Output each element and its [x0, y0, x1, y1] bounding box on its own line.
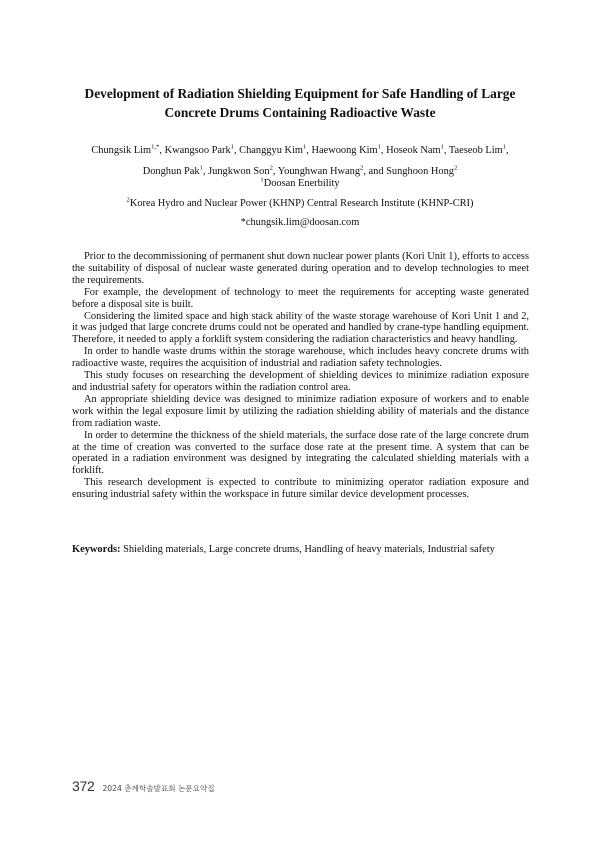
affiliations: [40, 174, 560, 233]
corresponding-email: *chungsik.lim@doosan.com: [240, 217, 360, 228]
paper-title: [60, 84, 540, 122]
affiliation-marker: 1: [260, 176, 264, 184]
affiliation-text: Doosan Enerbility: [263, 178, 340, 189]
author-affiliation-marker: 1: [440, 143, 444, 151]
author-affiliation-marker: 1: [502, 143, 507, 151]
page-footer: [72, 778, 215, 798]
keywords-label: Keywords:: [72, 544, 121, 555]
abstract-paragraph: This research development is expected to contribute to minimizing operator radiation exposure and ensuring industrial safety within the workspace in future similar device development processes.: [72, 477, 529, 501]
author-name: Jungkwon Son: [208, 166, 270, 177]
author: [449, 145, 506, 156]
author-line: Donghun Pak$^1$, Jungkwon Son$^2$, Younghwan Hwang$^2$, and Sunghoon Hong$^2$: [142, 164, 458, 177]
abstract: [72, 251, 529, 501]
author-line: Chungsik Lim$^{1,*}$, Kwangsoo Park$^1$, Changgyu Kim$^1$, Haewoong Kim$^1$, Hoseok Nam$^1$, Taeseob Lim$^1$,: [91, 143, 509, 156]
keywords: [72, 543, 542, 556]
author-affiliation-marker: 1: [199, 164, 203, 172]
author-name: Donghun Pak: [142, 166, 200, 177]
affiliation-2: [40, 194, 560, 214]
abstract-paragraph: In order to determine the thickness of the shield materials, the surface dose rate of the large concrete drum at the time of creation was converted to the surface dose rate at the present time. A system that can be operated in a radiation environment was designed by integrating the calculated shielding materials with a forklift.: [72, 429, 529, 477]
author-affiliation-marker: 1,*: [151, 143, 160, 151]
keywords-text: Shielding materials, Large concrete drums, Handling of heavy materials, Industrial safety: [120, 544, 495, 555]
author-affiliation-marker: 2: [453, 164, 458, 172]
page-number: 372: [72, 778, 95, 794]
abstract-paragraph: An appropriate shielding device was designed to minimize radiation exposure of workers and to enable work within the legal exposure limit by utilizing the radiation shielding ability of materials and the distance from radiation waste.: [72, 393, 529, 429]
author-name: Hoseok Nam: [386, 145, 441, 156]
author-name: Chungsik Lim: [91, 145, 152, 156]
author-affiliation-marker: 1: [377, 143, 381, 151]
author: [311, 145, 380, 156]
author-affiliation-marker: 2: [360, 164, 364, 172]
author-name: Sunghoon Hong: [386, 166, 454, 177]
abstract-paragraph: Considering the limited space and high stack ability of the waste storage warehouse of Kori Unit 1 and 2, it was judged that large concrete drums could not be operated and handled by crane-type handling equipment. Therefore, it needed to apply a forklift system considering the radiation characteristics and heavy handling.: [72, 310, 529, 346]
author-name: Taeseob Lim: [448, 145, 503, 156]
author: [386, 145, 444, 156]
journal-name: 2024 춘계학술발표회 논문요약집: [102, 784, 215, 793]
title-line: Concrete Drums Containing Radioactive Waste: [164, 105, 436, 120]
author-name: Haewoong Kim: [311, 145, 378, 156]
author-affiliation-marker: 2: [269, 164, 273, 172]
affiliation-1: [40, 174, 560, 194]
affiliation-text: Korea Hydro and Nuclear Power (KHNP) Central Research Institute (KHNP-CRI): [129, 197, 474, 209]
author: [165, 145, 234, 156]
affiliation-marker: 2: [126, 196, 130, 204]
author-name: Younghwan Hwang: [277, 166, 361, 177]
author-affiliation-marker: 1: [302, 143, 307, 151]
abstract-paragraph: For example, the development of technology to meet the requirements for accepting waste generated before a disposal site is built.: [72, 286, 529, 310]
abstract-paragraph: Prior to the decommissioning of permanent shut down nuclear power plants (Kori Unit 1), efforts to access the suitability of disposal of nuclear waste generated during operation and to develop technologies to meet the requirements.: [72, 251, 529, 286]
author-name: Kwangsoo Park: [164, 145, 231, 156]
abstract-paragraph: This study focuses on researching the development of shielding devices to minimize radiation exposure and industrial safety for operators within the radiation control area.: [72, 370, 529, 393]
author: [239, 145, 306, 156]
author-affiliation-marker: 1: [230, 143, 234, 151]
title-line: Development of Radiation Shielding Equipment for Safe Handling of Large: [84, 86, 516, 101]
author: [91, 145, 159, 156]
abstract-paragraph: In order to handle waste drums within the storage warehouse, which includes heavy concrete drums with radioactive waste, requires the acquisition of industrial and radiation safety technologies.: [72, 346, 529, 370]
author-name: Changgyu Kim: [239, 145, 303, 156]
